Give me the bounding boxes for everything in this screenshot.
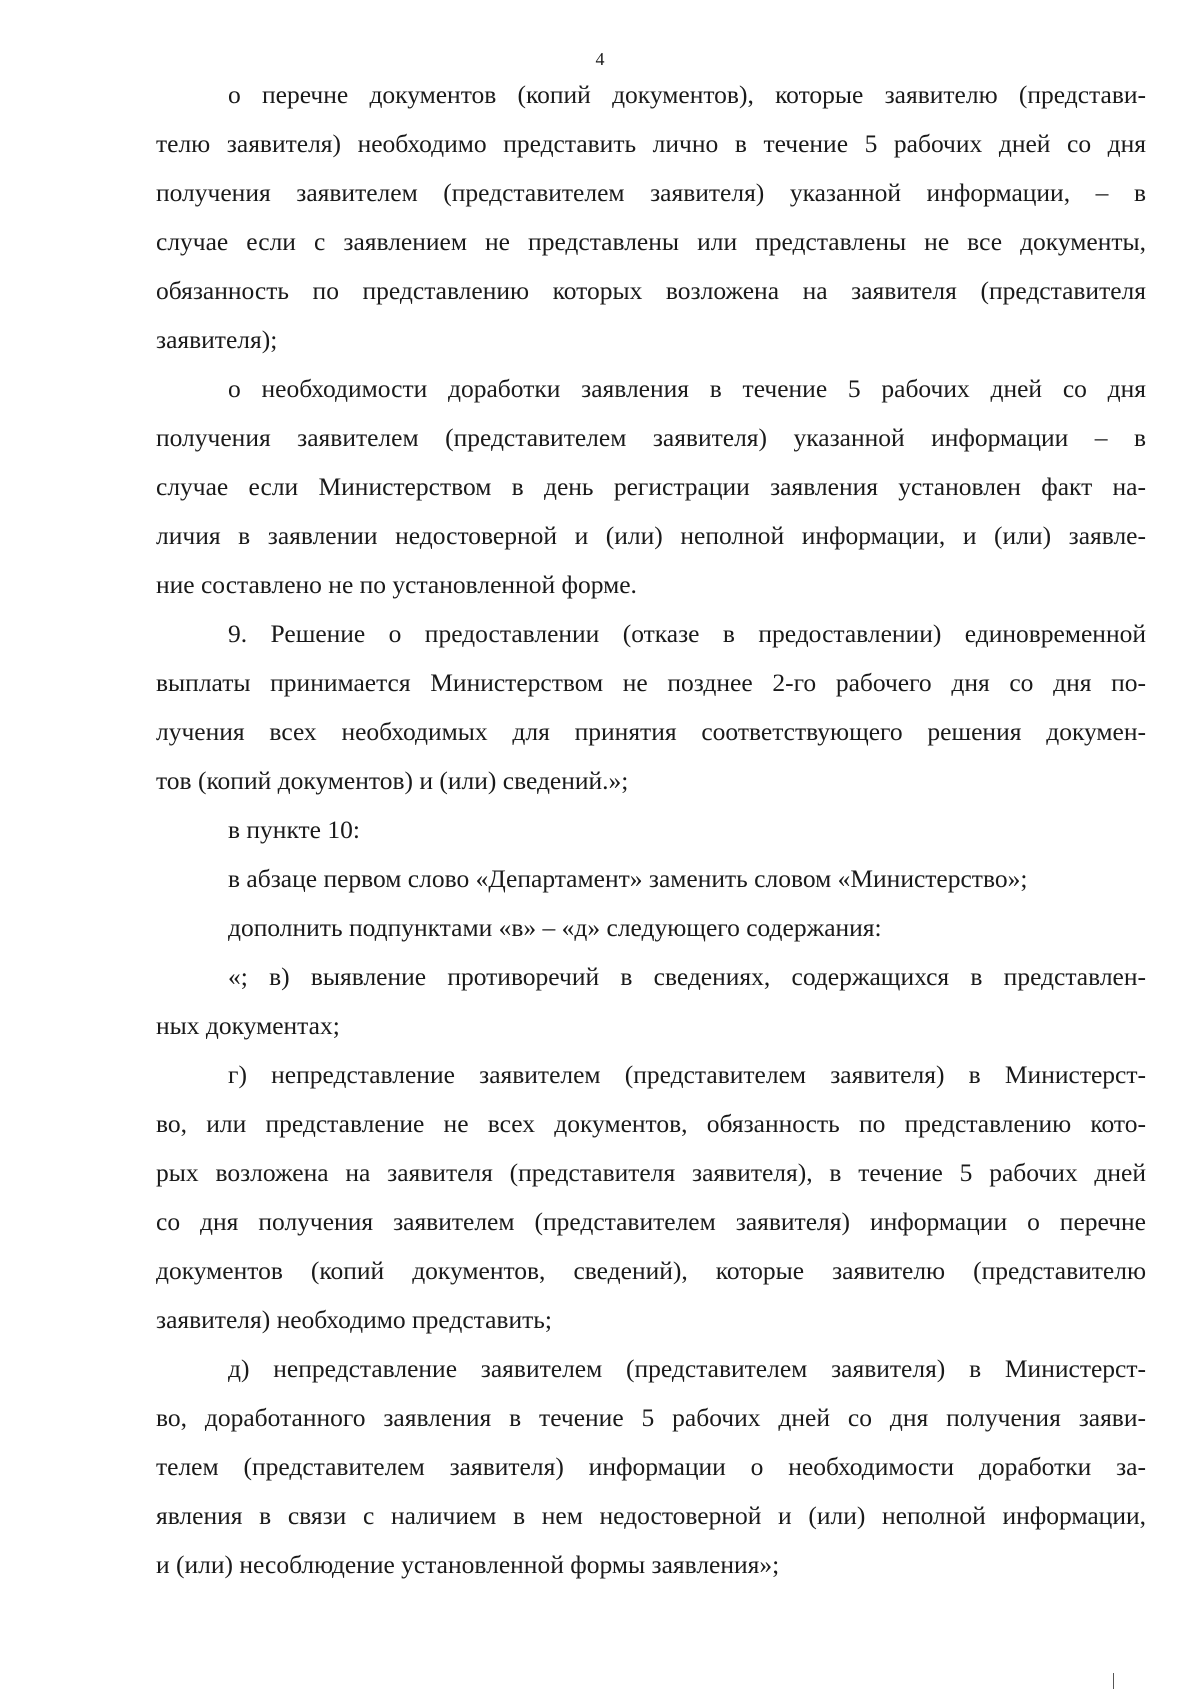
- paragraph-item-9: [156, 609, 1146, 805]
- text-line: во, доработанного заявления в течение 5 рабочих дней со дня получения заяви-: [156, 1403, 1146, 1432]
- page-number: 4: [595, 49, 605, 69]
- text-line: тов (копий документов) и (или) сведений.»;: [156, 766, 629, 795]
- paragraph-word-replacement: [156, 854, 1146, 903]
- text-line: случае если Министерством в день регистрации заявления установлен факт на-: [156, 472, 1146, 501]
- text-line: заявителя) необходимо представить;: [156, 1305, 552, 1334]
- scan-tick-mark: [1113, 1673, 1114, 1689]
- text-line: в абзаце первом слово «Департамент» заменить словом «Министерство»;: [228, 864, 1028, 893]
- text-line: о необходимости доработки заявления в течение 5 рабочих дней со дня: [228, 374, 1146, 403]
- paragraph-item-10-intro: [156, 805, 1146, 854]
- text-line: рых возложена на заявителя (представителя заявителя), в течение 5 рабочих дней: [156, 1158, 1146, 1187]
- paragraph-subitem-g: [156, 1050, 1146, 1344]
- text-line: и (или) несоблюдение установленной формы заявления»;: [156, 1550, 780, 1579]
- paragraph-subitem-v: [156, 952, 1146, 1050]
- text-line: телем (представителем заявителя) информации о необходимости доработки за-: [156, 1452, 1146, 1481]
- text-line: дополнить подпунктами «в» – «д» следующего содержания:: [228, 913, 882, 942]
- text-line: «; в) выявление противоречий в сведениях, содержащихся в представлен-: [228, 962, 1146, 991]
- paragraph-subitem-d: [156, 1344, 1146, 1589]
- text-line: во, или представление не всех документов, обязанность по представлению кото-: [156, 1109, 1146, 1138]
- text-line: г) непредставление заявителем (представителем заявителя) в Министерст-: [228, 1060, 1146, 1089]
- text-line: д) непредставление заявителем (представителем заявителя) в Министерст-: [228, 1354, 1146, 1383]
- text-line: явления в связи с наличием в нем недостоверной и (или) неполной информации,: [156, 1501, 1146, 1530]
- text-line: документов (копий документов, сведений), которые заявителю (представителю: [156, 1256, 1146, 1285]
- text-line: выплаты принимается Министерством не позднее 2-го рабочего дня со дня по-: [156, 668, 1146, 697]
- paragraph-add-subitems: [156, 903, 1146, 952]
- paragraph-document-list: [156, 70, 1146, 364]
- text-line: в пункте 10:: [228, 815, 360, 844]
- text-line: телю заявителя) необходимо представить лично в течение 5 рабочих дней со дня: [156, 129, 1146, 158]
- text-line: со дня получения заявителем (представителем заявителя) информации о перечне: [156, 1207, 1146, 1236]
- scan-edge: [0, 1660, 1200, 1697]
- text-line: случае если с заявлением не представлены или представлены не все документы,: [156, 227, 1146, 256]
- text-line: о перечне документов (копий документов), которые заявителю (представи-: [228, 80, 1146, 109]
- text-line: получения заявителем (представителем заявителя) указанной информации, – в: [156, 178, 1146, 207]
- text-line: получения заявителем (представителем заявителя) указанной информации – в: [156, 423, 1146, 452]
- text-line: 9. Решение о предоставлении (отказе в предоставлении) единовременной: [228, 619, 1146, 648]
- text-line: ных документах;: [156, 1011, 340, 1040]
- text-line: личия в заявлении недостоверной и (или) неполной информации, и (или) заявле-: [156, 521, 1146, 550]
- text-line: ние составлено не по установленной форме.: [156, 570, 637, 599]
- paragraph-revision-needed: [156, 364, 1146, 609]
- text-line: заявителя);: [156, 325, 278, 354]
- document-body: [156, 70, 1146, 1589]
- text-line: лучения всех необходимых для принятия соответствующего решения докумен-: [156, 717, 1146, 746]
- text-line: обязанность по представлению которых возложена на заявителя (представителя: [156, 276, 1146, 305]
